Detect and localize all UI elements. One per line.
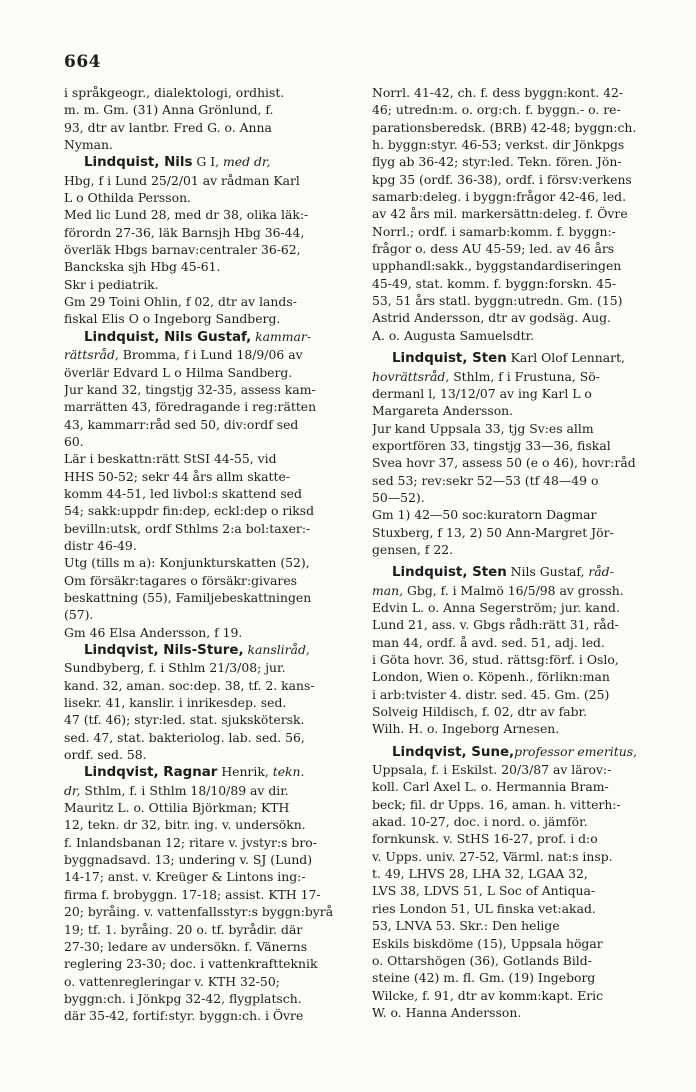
entry-name: Lindquist, Nils <box>84 155 193 171</box>
text-line: kand. 32, aman. soc:dep. 38, tf. 2. kans- <box>64 677 315 693</box>
text-line: dermanl l, 13/12/07 av ing Karl L o <box>372 385 592 401</box>
text-line: Skr i pediatrik. <box>64 276 159 292</box>
text-line: Solveig Hildisch, f. 02, dtr av fabr. <box>372 704 588 720</box>
entry-name: Lindquist, Nils Gustaf, <box>84 329 252 345</box>
text-line: 54; sakk:uppdr fin:dep, eckl:dep o riksd <box>64 503 315 519</box>
text-line: av 42 års mil. markersättn:deleg. f. Övre <box>372 206 628 222</box>
entry-heading-line <box>64 328 358 346</box>
text-line: marrätten 43, föredragande i reg:rätten <box>64 399 317 415</box>
text-line: distr 46-49. <box>64 537 137 553</box>
text-line: där 35-42, fortif:styr. byggn:ch. i Övre <box>64 1008 304 1024</box>
entry-lindquist-nils-gustaf <box>64 328 358 641</box>
entry-title: råd- <box>588 564 614 580</box>
text-line: W. o. Hanna Andersson. <box>372 1004 522 1020</box>
text-line: sed 53; rev:sekr 52—53 (tf 48—49 o <box>372 472 599 488</box>
entry-name: Lindqvist, Sune, <box>392 744 515 760</box>
text-line: byggnadsavd. 13; undering v. SJ (Lund) <box>64 852 313 868</box>
text-line: v. Upps. univ. 27-52, Värml. nat:s insp. <box>372 848 613 864</box>
continuation-entry <box>372 84 662 344</box>
entry-heading-line: Lindquist, Nils G I, med dr, <box>84 154 271 171</box>
text-line: m. m. Gm. (31) Anna Grönlund, f. <box>64 102 274 118</box>
entry-lindquist-sten-karl <box>372 349 662 558</box>
left-column <box>64 84 358 1025</box>
text-line: Med lic Lund 28, med dr 38, olika läk:- <box>64 207 309 223</box>
text-line: fornkunsk. v. StHS 16-27, prof. i d:o <box>372 831 598 847</box>
text-line: samarb:deleg. i byggn:frågor 42-46, led. <box>372 189 627 205</box>
text-line: koll. Carl Axel L. o. Hermannia Bram- <box>372 779 609 795</box>
text-line: LVS 38, LDVS 51, L Soc of Antiqua- <box>372 883 596 899</box>
text-line: Lund 21, ass. v. Gbgs rådh:rätt 31, råd- <box>372 617 619 633</box>
text-line: gensen, f 22. <box>372 541 454 557</box>
text-line: Stuxberg, f 13, 2) 50 Ann-Margret Jör- <box>372 524 614 540</box>
text-line: 50—52). <box>372 489 425 505</box>
entry-heading-line <box>372 743 662 761</box>
text-line: exportfören 33, tingstjg 33—36, fiskal <box>372 437 611 453</box>
text-line: flyg ab 36-42; styr:led. Tekn. fören. Jön- <box>372 154 622 170</box>
text-line: 20; byråing. v. vattenfallsstyr:s byggn:byrå <box>64 904 334 920</box>
right-column <box>372 84 662 1021</box>
text-line: Lär i beskattn:rätt StSI 44-55, vid <box>64 451 277 467</box>
text-line: Margareta Andersson. <box>372 403 514 419</box>
text-line: 53, LNVA 53. Skr.: Den helige <box>372 918 560 934</box>
text-line: 27-30; ledare av undersökn. f. Vänerns <box>64 938 308 954</box>
text-line: firma f. brobyggn. 17-18; assist. KTH 17- <box>64 886 321 902</box>
entry-name: Lindqvist, Ragnar <box>84 765 218 781</box>
text-line: 43, kammarr:råd sed 50, div:ordf sed <box>64 416 299 432</box>
entry-name: Lindqvist, Nils-Sture, <box>84 643 244 658</box>
entry-heading-line <box>64 641 358 659</box>
text-line: o. vattenregleringar v. KTH 32-50; <box>64 973 280 989</box>
text-line: byggn:ch. i Jönkpg 32-42, flygplatsch. <box>64 990 302 1006</box>
page-number: 664 <box>64 52 101 72</box>
text-line: HHS 50-52; sekr 44 års allm skatte- <box>64 468 290 484</box>
text-line: komm 44-51, led livbol:s skattend sed <box>64 485 302 501</box>
text-line: Nyman. <box>64 137 113 153</box>
text-line: beck; fil. dr Upps. 16, aman. h. vitterh:- <box>372 796 621 812</box>
text-line: i språkgeogr., dialektologi, ordhist. <box>64 85 285 100</box>
text-line: Sundbyberg, f. i Sthlm 21/3/08; jur. <box>64 660 286 676</box>
text-line: Jur kand Uppsala 33, tjg Sv:es allm <box>372 420 594 436</box>
entry-heading-line: Lindquist, Sten Nils Gustaf, råd- <box>392 564 614 581</box>
text-line: sed. 47, stat. bakteriolog. lab. sed. 56, <box>64 729 305 745</box>
text-line: Gm 29 Toini Ohlin, f 02, dtr av lands- <box>64 294 297 310</box>
text-line: reglering 23-30; doc. i vattenkraftteknik <box>64 956 318 972</box>
text-line: Edvin L. o. Anna Segerström; jur. kand. <box>372 599 620 615</box>
continuation-entry <box>64 84 358 153</box>
text-line: Utg (tills m a): Konjunkturskatten (52), <box>64 555 310 571</box>
text-line: Gm 1) 42—50 soc:kuratorn Dagmar <box>372 507 597 523</box>
text-line: 45-49, stat. komm. f. byggn:forskn. 45- <box>372 275 617 291</box>
text-line: Mauritz L. o. Ottilia Björkman; KTH <box>64 800 290 816</box>
entry-heading-line: Lindqvist, Ragnar Henrik, tekn. <box>84 764 305 781</box>
text-line: man, Gbg, f. i Malmö 16/5/98 av grossh. <box>372 582 624 598</box>
text-line: i Göta hovr. 36, stud. rättsg:förf. i Oslo, <box>372 652 619 667</box>
text-line: 47 (tf. 46); styr:led. stat. sjukskötersk. <box>64 712 305 728</box>
text-line: Om försäkr:tagares o försäkr:givares <box>64 572 298 588</box>
text-line: fiskal Elis O o Ingeborg Sandberg. <box>64 311 281 327</box>
entry-title: med dr, <box>223 154 271 170</box>
entry-lindqvist-nils-sture <box>64 641 358 763</box>
text-line: akad. 10-27, doc. i nord. o. jämför. <box>372 814 588 830</box>
text-line: L o Othilda Persson. <box>64 190 191 206</box>
text-line: kpg 35 (ordf. 36-38), ordf. i försv:verkens <box>372 171 632 187</box>
text-line: ordf. sed. 58. <box>64 747 147 763</box>
entry-heading-line: Lindquist, Sten Karl Olof Lennart, <box>392 350 625 367</box>
entry-title: hovrättsråd, <box>372 368 450 384</box>
text-line: f. Inlandsbanan 12; ritare v. jvstyr:s bro- <box>64 834 317 850</box>
text-line: Norrl.; ordf. i samarb:komm. f. byggn:- <box>372 223 616 239</box>
text-line: parationsberedsk. (BRB) 42-48; byggn:ch. <box>372 119 637 135</box>
entry-title: kansliråd, <box>243 642 310 657</box>
text-line: överlär Edvard L o Hilma Sandberg. <box>64 364 293 380</box>
text-line: o. Ottarshögen (36), Gotlands Bild- <box>372 952 592 968</box>
entry-name: Lindquist, Sten <box>392 565 507 581</box>
text-line: 93, dtr av lantbr. Fred G. o. Anna <box>64 119 272 135</box>
entry-lindqvist-sune <box>372 743 662 1022</box>
text-line: Wilcke, f. 91, dtr av komm:kapt. Eric <box>372 987 604 1003</box>
text-line: Svea hovr 37, assess 50 (e o 46), hovr:råd <box>372 455 636 471</box>
entry-title: kammar- <box>251 328 312 344</box>
text-line: (57). <box>64 607 94 623</box>
text-line: hovrättsråd, Sthlm, f i Frustuna, Sö- <box>372 368 600 384</box>
text-line: Jur kand 32, tingstjg 32-35, assess kam- <box>64 381 316 397</box>
text-line: A. o. Augusta Samuelsdtr. <box>372 327 535 343</box>
text-line: Wilh. H. o. Ingeborg Arnesen. <box>372 721 560 737</box>
text-line: Eskils biskdöme (15), Uppsala högar <box>372 935 603 951</box>
text-line: Hbg, f i Lund 25/2/01 av rådman Karl <box>64 172 300 188</box>
text-line: 19; tf. 1. byråing. 20 o. tf. byrådir. där <box>64 921 303 937</box>
text-line: upphandl:sakk., byggstandardiseringen <box>372 258 622 274</box>
text-line: förordn 27-36, läk Barnsjh Hbg 36-44, <box>64 224 305 240</box>
text-line: överläk Hbgs barnav:centraler 36-62, <box>64 242 301 258</box>
entry-lindquist-sten-nils <box>372 563 662 737</box>
text-line: lisekr. 41, kanslir. i inrikesdep. sed. <box>64 695 287 711</box>
text-line: 60. <box>64 433 84 449</box>
text-line: t. 49, LHVS 28, LHA 32, LGAA 32, <box>372 866 588 882</box>
text-line: steine (42) m. fl. Gm. (19) Ingeborg <box>372 970 596 986</box>
text-line: Norrl. 41-42, ch. f. dess byggn:kont. 42- <box>372 85 624 100</box>
text-line: beskattning (55), Familjebeskattningen <box>64 589 312 605</box>
text-line: 14-17; anst. v. Kreüger & Lintons ing:- <box>64 869 306 885</box>
text-line: h. byggn:styr. 46-53; verkst. dir Jönkpgs <box>372 137 625 153</box>
text-line: Banckska sjh Hbg 45-61. <box>64 259 221 275</box>
text-line: bevilln:utsk, ordf Sthlms 2:a bol:taxer:- <box>64 520 311 536</box>
entry-lindqvist-ragnar <box>64 763 358 1024</box>
text-line: 12, tekn. dr 32, bitr. ing. v. undersökn. <box>64 817 306 833</box>
text-line: London, Wien o. Köpenh., förlikn:man <box>372 669 610 685</box>
text-line: 53, 51 års statl. byggn:utredn. Gm. (15) <box>372 293 623 309</box>
text-line: i arb:tvister 4. distr. sed. 45. Gm. (25) <box>372 686 610 702</box>
text-line: Gm 46 Elsa Andersson, f 19. <box>64 624 243 640</box>
entry-title: professor emeritus, <box>514 743 637 759</box>
text-line: dr, Sthlm, f. i Sthlm 18/10/89 av dir. <box>64 782 289 798</box>
text-line: man 44, ordf. å avd. sed. 51, adj. led. <box>372 634 605 650</box>
text-line: frågor o. dess AU 45-59; led. av 46 års <box>372 241 615 257</box>
entry-title: tekn. <box>272 764 305 780</box>
text-line: ries London 51, UL finska vet:akad. <box>372 900 596 916</box>
text-line: Uppsala, f. i Eskilst. 20/3/87 av lärov:- <box>372 762 612 778</box>
text-line: 46; utredn:m. o. org:ch. f. byggn.- o. re- <box>372 102 621 118</box>
text-line: rättsråd, Bromma, f i Lund 18/9/06 av <box>64 347 303 363</box>
entry-name: Lindquist, Sten <box>392 351 507 367</box>
text-line: Astrid Andersson, dtr av godsäg. Aug. <box>372 310 611 326</box>
entry-lindquist-nils <box>64 153 358 327</box>
